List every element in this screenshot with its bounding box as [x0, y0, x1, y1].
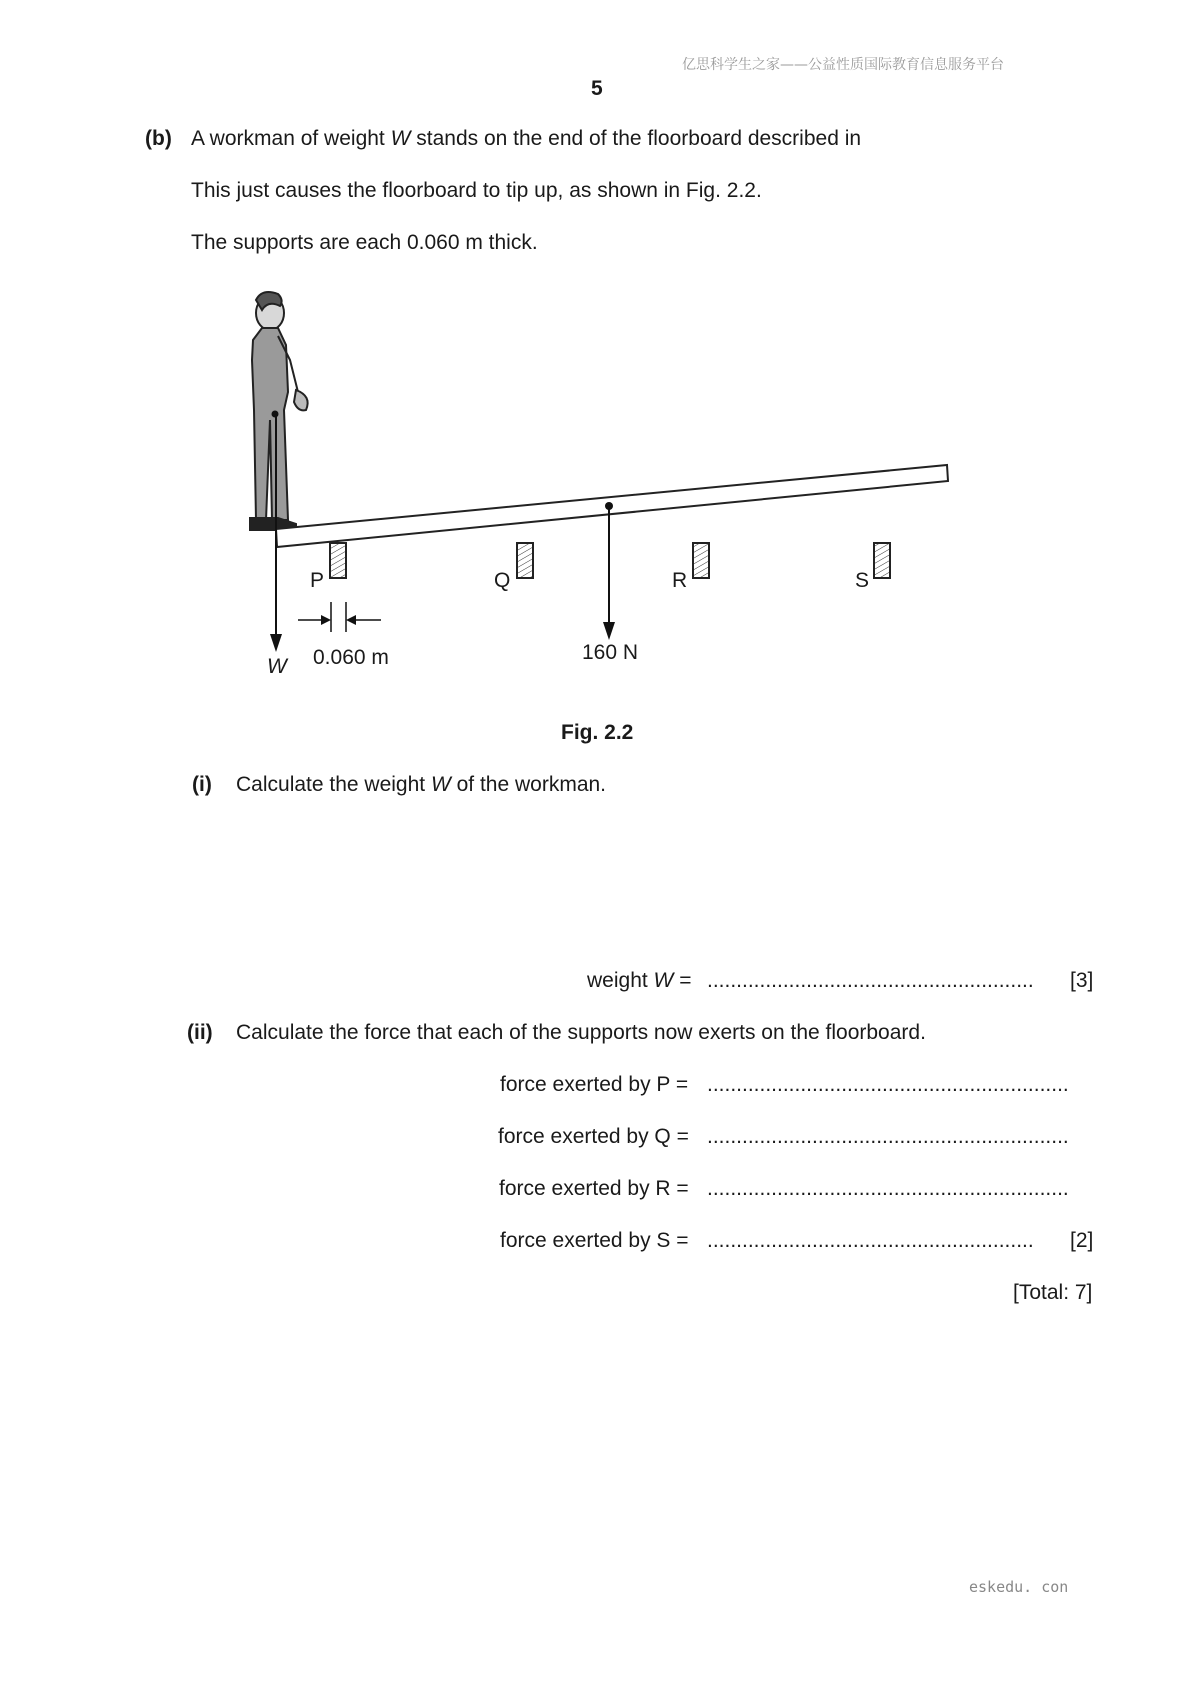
- part-i-question: [236, 773, 606, 797]
- weight-answer-label-post: =: [673, 969, 692, 992]
- weight-answer-label-pre: weight: [587, 969, 654, 992]
- part-ii-label: (ii): [187, 1021, 213, 1044]
- page-number: 5: [591, 77, 603, 100]
- figure-2-2: [0, 0, 1191, 700]
- support-q: [517, 543, 533, 578]
- weight-answer-label: [587, 969, 691, 993]
- part-i-label: (i): [192, 773, 212, 796]
- part-i-text-var: W: [430, 773, 451, 796]
- force-s-label: force exerted by S =: [500, 1229, 689, 1252]
- workman-figure: [250, 292, 308, 530]
- question-b-line1-var: W: [390, 127, 411, 150]
- support-label-p: P: [310, 569, 325, 592]
- board-weight-label: 160 N: [582, 641, 639, 664]
- board-weight-arrow: [603, 502, 615, 640]
- weight-answer-label-var: W: [653, 969, 674, 992]
- support-r: [693, 543, 709, 578]
- part-i-marks: [3]: [1070, 969, 1094, 992]
- question-b-line1-pre: A workman of weight: [191, 127, 391, 150]
- force-r-answer-line[interactable]: ..............................................................: [707, 1177, 1069, 1200]
- figure-caption: Fig. 2.2: [561, 721, 634, 744]
- question-b-label: (b): [145, 127, 172, 150]
- question-b-line2: This just causes the floorboard to tip up, as shown in Fig. 2.2.: [191, 179, 762, 202]
- part-i-text-pre: Calculate the weight: [236, 773, 431, 796]
- support-p: [330, 543, 346, 578]
- question-b-line1-post: stands on the end of the floorboard described in: [410, 127, 862, 150]
- footer-site: eskedu. con: [969, 1578, 1069, 1596]
- part-i-text-post: of the workman.: [450, 773, 607, 796]
- force-p-answer-line[interactable]: ..............................................................: [707, 1073, 1069, 1096]
- total-marks: [Total: 7]: [1013, 1281, 1093, 1304]
- thickness-dimension: [298, 602, 381, 632]
- watermark-header: 亿思科学生之家——公益性质国际教育信息服务平台: [682, 57, 1004, 73]
- part-ii-marks: [2]: [1070, 1229, 1094, 1252]
- support-label-q: Q: [494, 569, 511, 592]
- force-p-label: force exerted by P =: [500, 1073, 689, 1096]
- weight-answer-line[interactable]: ........................................................: [707, 969, 1034, 992]
- force-q-label: force exerted by Q =: [498, 1125, 689, 1148]
- part-ii-question: Calculate the force that each of the supports now exerts on the floorboard.: [236, 1021, 926, 1044]
- force-r-label: force exerted by R =: [499, 1177, 689, 1200]
- weight-w-label: W: [267, 655, 287, 678]
- thickness-label: 0.060 m: [313, 646, 389, 669]
- support-s: [874, 543, 890, 578]
- support-label-r: R: [672, 569, 688, 592]
- force-s-answer-line[interactable]: ........................................................: [707, 1229, 1034, 1252]
- force-q-answer-line[interactable]: ..............................................................: [707, 1125, 1069, 1148]
- question-b-line3: The supports are each 0.060 m thick.: [191, 231, 538, 254]
- support-label-s: S: [855, 569, 870, 592]
